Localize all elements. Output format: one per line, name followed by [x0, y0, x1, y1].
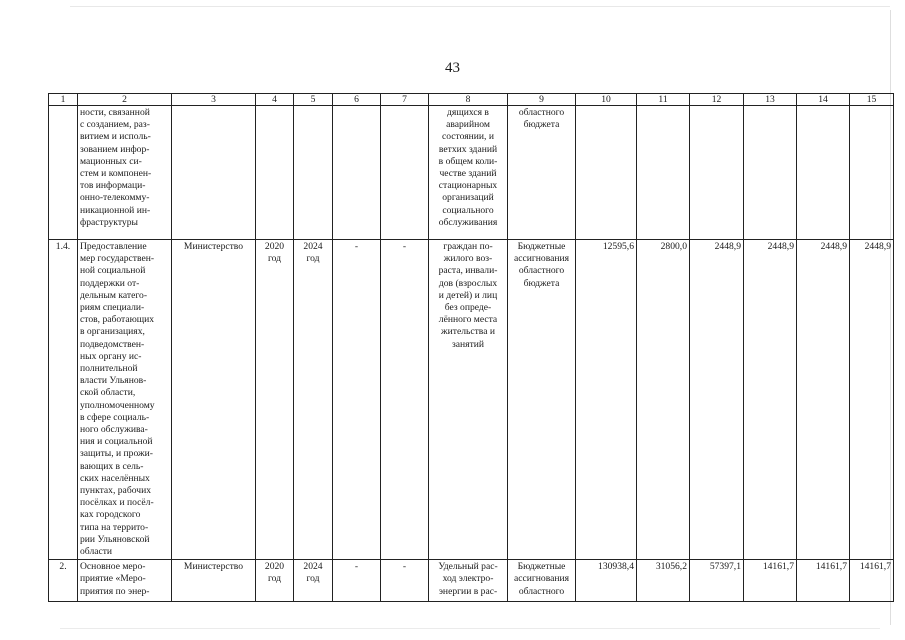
- amount-2020: 31056,2: [637, 560, 690, 602]
- end-year: [294, 106, 333, 240]
- column-header: 11: [637, 94, 690, 106]
- amount-2020: 2800,0: [637, 240, 690, 560]
- column-header: 6: [333, 94, 381, 106]
- executor: [172, 106, 256, 240]
- amount-2024: [850, 106, 894, 240]
- amount-2023: 2448,9: [797, 240, 850, 560]
- column-header: 1: [49, 94, 78, 106]
- amount-2022: [744, 106, 797, 240]
- amount-2022: 14161,7: [744, 560, 797, 602]
- indicator: Удельный рас- ход электро- энергии в рас-: [429, 560, 508, 602]
- cell-col6: [333, 106, 381, 240]
- indicator: граждан по- жилого воз- раста, инвали- дов (взрослых и детей) и лиц без опреде- лённого места жительства и занятий: [429, 240, 508, 560]
- table-row: [49, 560, 894, 602]
- start-year: [256, 106, 294, 240]
- amount-2024: 14161,7: [850, 560, 894, 602]
- row-number: 2.: [49, 560, 78, 602]
- header-row: [49, 94, 894, 106]
- table-row: [49, 106, 894, 240]
- amount-total: 12595,6: [576, 240, 637, 560]
- column-header: 7: [381, 94, 429, 106]
- table-row: [49, 240, 894, 560]
- amount-total: [576, 106, 637, 240]
- measure-name: ности, связанной с созданием, раз- витием и исполь- зованием инфор- мационных си- стем и компонен- тов информаци- онно-телекомму- никационной ин- фраструктуры: [78, 106, 172, 240]
- column-header: 13: [744, 94, 797, 106]
- amount-2020: [637, 106, 690, 240]
- executor: Министерство: [172, 240, 256, 560]
- amount-2021: 57397,1: [690, 560, 744, 602]
- executor: Министерство: [172, 560, 256, 602]
- amount-2024: 2448,9: [850, 240, 894, 560]
- row-number: 1.4.: [49, 240, 78, 560]
- column-header: 10: [576, 94, 637, 106]
- indicator: дящихся в аварийном состоянии, и ветхих зданий в общем коли- честве зданий стационарных организаций социального обслуживания: [429, 106, 508, 240]
- measure-name: Основное меро- приятие «Меро- приятия по энер-: [78, 560, 172, 602]
- cell-col7: [381, 106, 429, 240]
- column-header: 14: [797, 94, 850, 106]
- scan-edge-bottom: [60, 628, 880, 629]
- scan-edge-top: [70, 6, 890, 7]
- end-year: 2024 год: [294, 560, 333, 602]
- page-number: 43: [445, 60, 460, 76]
- column-header: 15: [850, 94, 894, 106]
- amount-2021: [690, 106, 744, 240]
- measure-name: Предоставление мер государствен- ной социальной поддержки от- дельным катего- риям специали- стов, работающих в организациях, подведомствен- ных органу ис- полнительной власти Ульянов- ской области, уполномоченному в сфере социаль- ного обслужива- ния и социальной защиты, и прожи- вающих в сель- ских населённых пунктах, рабочих посёлках и посёл- ках городского типа на террито- рии Ульяновской области: [78, 240, 172, 560]
- funding-source: Бюджетные ассигнования областного бюджета: [508, 240, 576, 560]
- column-header: 4: [256, 94, 294, 106]
- row-number: [49, 106, 78, 240]
- cell-col6: -: [333, 560, 381, 602]
- end-year: 2024 год: [294, 240, 333, 560]
- column-header: 12: [690, 94, 744, 106]
- cell-col7: -: [381, 560, 429, 602]
- column-header: 9: [508, 94, 576, 106]
- amount-total: 130938,4: [576, 560, 637, 602]
- start-year: 2020 год: [256, 560, 294, 602]
- start-year: 2020 год: [256, 240, 294, 560]
- cell-col6: -: [333, 240, 381, 560]
- amount-2023: 14161,7: [797, 560, 850, 602]
- column-header: 8: [429, 94, 508, 106]
- cell-col7: -: [381, 240, 429, 560]
- amount-2022: 2448,9: [744, 240, 797, 560]
- document-table: [48, 93, 894, 602]
- funding-source: Бюджетные ассигнования областного: [508, 560, 576, 602]
- amount-2023: [797, 106, 850, 240]
- funding-source: областного бюджета: [508, 106, 576, 240]
- amount-2021: 2448,9: [690, 240, 744, 560]
- column-header: 2: [78, 94, 172, 106]
- column-header: 5: [294, 94, 333, 106]
- column-header: 3: [172, 94, 256, 106]
